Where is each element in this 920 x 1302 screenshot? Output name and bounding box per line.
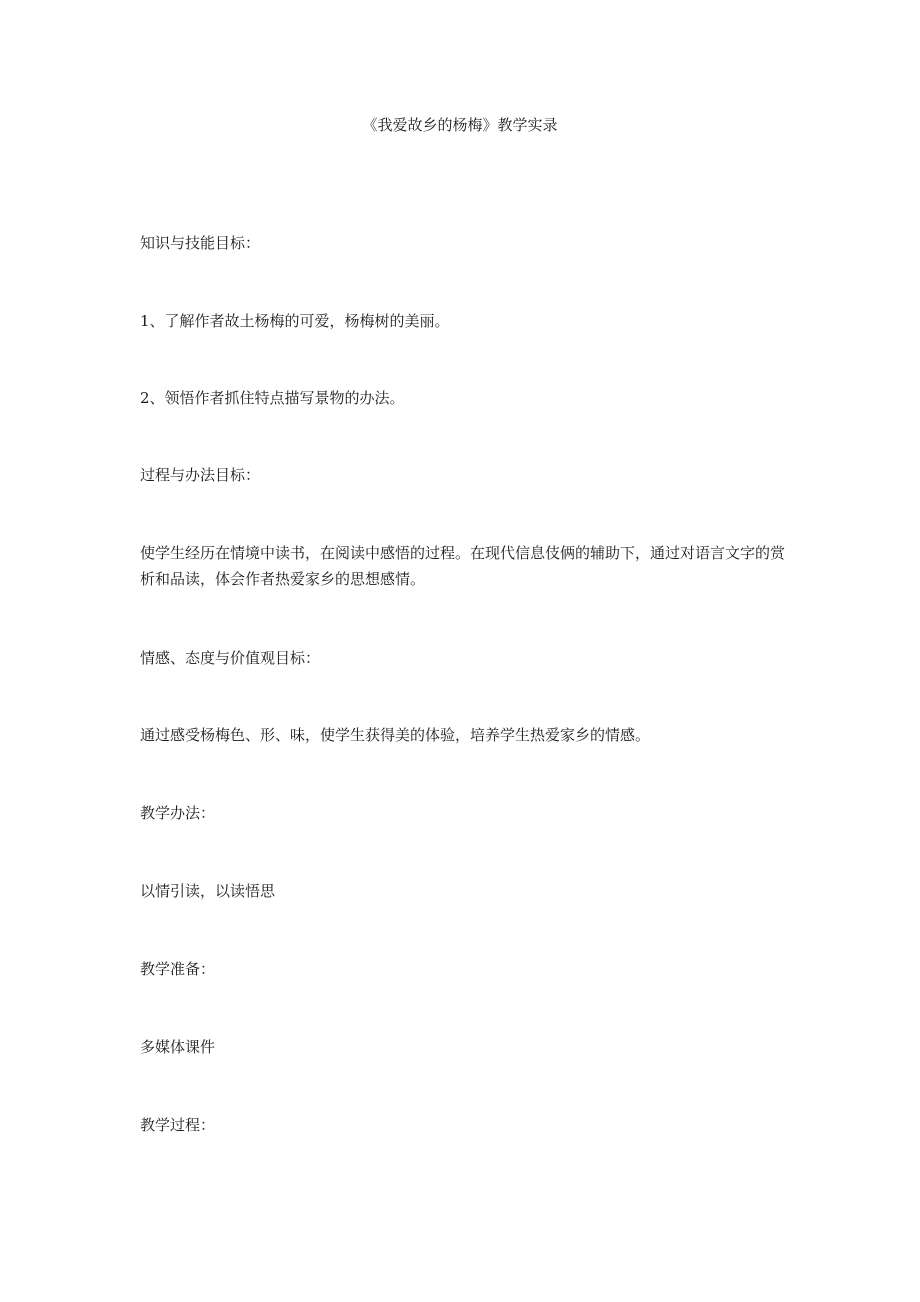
heading-emotion-goals: 情感、态度与价值观目标：: [140, 649, 321, 667]
goal-item-2: 2、领悟作者抓住特点描写景物的办法。: [140, 389, 405, 407]
heading-knowledge-goals: 知识与技能目标：: [140, 234, 261, 252]
emotion-goals-text: 通过感受杨梅色、形、味，使学生获得美的体验，培养学生热爱家乡的情感。: [140, 726, 651, 744]
teaching-method-text: 以情引读，以读悟思: [140, 882, 276, 900]
heading-teaching-method: 教学办法：: [140, 804, 216, 822]
document-title: 《我爱故乡的杨梅》教学实录: [362, 116, 558, 134]
goal-item-1: 1、了解作者故土杨梅的可爱，杨梅树的美丽。: [140, 312, 450, 330]
heading-process-goals: 过程与办法目标：: [140, 466, 261, 484]
teaching-preparation-text: 多媒体课件: [140, 1038, 216, 1056]
process-goals-text: 使学生经历在情境中读书，在阅读中感悟的过程。在现代信息伎俩的辅助下，通过对语言文字的赏析和品读，体会作者热爱家乡的思想感情。: [140, 544, 786, 588]
heading-teaching-preparation: 教学准备：: [140, 960, 216, 978]
heading-teaching-process: 教学过程：: [140, 1116, 216, 1134]
